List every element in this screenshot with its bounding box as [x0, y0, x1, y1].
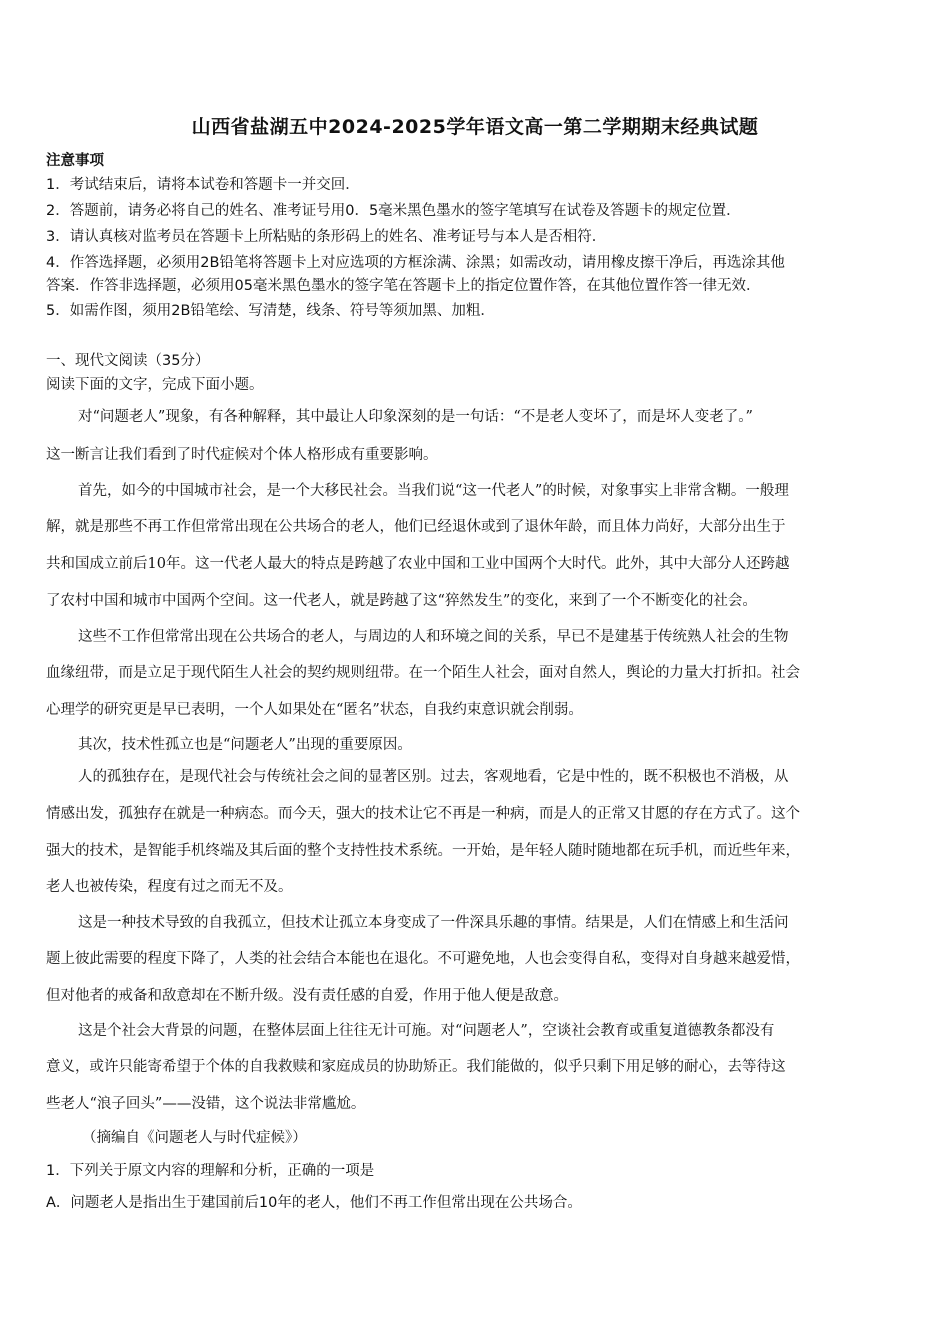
- question-stem: 1．下列关于原文内容的理解和分析，正确的一项是: [46, 1163, 375, 1179]
- passage-line: 意义，或许只能寄希望于个体的自我救赎和家庭成员的协助矫正。我们能做的，似乎只剩下用足够的耐心，去等待这: [46, 1059, 786, 1075]
- passage-line: 对“问题老人”现象，有各种解释，其中最让人印象深刻的是一句话：“不是老人变坏了，而是坏人变老了。”: [78, 409, 753, 425]
- notice-heading: 注意事项: [46, 153, 104, 169]
- notice-item: 5．如需作图，须用2B铅笔绘、写清楚，线条、符号等须加黑、加粗．: [46, 303, 495, 319]
- passage-line: 些老人“浪子回头”——没错，这个说法非常尴尬。: [46, 1096, 366, 1112]
- passage-source: （摘编自《问题老人与时代症候》）: [82, 1130, 307, 1146]
- passage-line: 其次，技术性孤立也是“问题老人”出现的重要原因。: [78, 737, 412, 753]
- notice-item: 答案．作答非选择题，必须用05毫米黑色墨水的签字笔在答题卡上的指定位置作答，在其他位置作答一律无效．: [46, 278, 761, 294]
- passage-line: 强大的技术，是智能手机终端及其后面的整个支持性技术系统。一开始，是年轻人随时随地都在玩手机，而近些年来，: [46, 843, 800, 859]
- passage-line: 解，就是那些不再工作但常常出现在公共场合的老人，他们已经退休或到了退休年龄，而且体力尚好，大部分出生于: [46, 519, 786, 535]
- section-heading: 一、现代文阅读（35分）: [46, 353, 210, 369]
- passage-line: 但对他者的戒备和敌意却在不断升级。没有责任感的自爱，作用于他人便是敌意。: [46, 988, 568, 1004]
- passage-line: 情感出发，孤独存在就是一种病态。而今天，强大的技术让它不再是一种病，而是人的正常又甘愿的存在方式了。这个: [46, 806, 800, 822]
- passage-line: 老人也被传染，程度有过之而无不及。: [46, 879, 293, 895]
- passage-line: 这一断言让我们看到了时代症候对个体人格形成有重要影响。: [46, 447, 438, 463]
- notice-item: 1．考试结束后，请将本试卷和答题卡一并交回．: [46, 177, 360, 193]
- passage-line: 这些不工作但常常出现在公共场合的老人，与周边的人和环境之间的关系，早已不是建基于传统熟人社会的生物: [78, 629, 789, 645]
- passage-line: 心理学的研究更是早已表明，一个人如果处在“匿名”状态，自我约束意识就会削弱。: [46, 702, 583, 718]
- page-title: 山西省盐湖五中2024-2025学年语文高一第二学期期末经典试题: [191, 116, 759, 138]
- section-instruction: 阅读下面的文字，完成下面小题。: [46, 377, 264, 393]
- passage-line: 血缘纽带，而是立足于现代陌生人社会的契约规则纽带。在一个陌生人社会，面对自然人，舆论的力量大打折扣。社会: [46, 665, 800, 681]
- passage-line: 人的孤独存在，是现代社会与传统社会之间的显著区别。过去，客观地看，它是中性的，既不积极也不消极，从: [78, 769, 789, 785]
- passage-line: 这是个社会大背景的问题，在整体层面上往往无计可施。对“问题老人”，空谈社会教育或重复道德教条都没有: [78, 1023, 775, 1039]
- passage-line: 共和国成立前后10年。这一代老人最大的特点是跨越了农业中国和工业中国两个大时代。此外，其中大部分人还跨越: [46, 556, 790, 572]
- passage-line: 题上彼此需要的程度下降了，人类的社会结合本能也在退化。不可避免地，人也会变得自私，变得对自身越来越爱惜，: [46, 951, 800, 967]
- notice-item: 4．作答选择题，必须用2B铅笔将答题卡上对应选项的方框涂满、涂黑；如需改动，请用橡皮擦干净后，再选涂其他: [46, 255, 785, 271]
- passage-line: 这是一种技术导致的自我孤立，但技术让孤立本身变成了一件深具乐趣的事情。结果是，人们在情感上和生活问: [78, 915, 789, 931]
- notice-item: 3．请认真核对监考员在答题卡上所粘贴的条形码上的姓名、准考证号与本人是否相符．: [46, 229, 607, 245]
- notice-item: 2．答题前，请务必将自己的姓名、准考证号用0．5毫米黑色墨水的签字笔填写在试卷及答题卡的规定位置．: [46, 203, 741, 219]
- passage-line: 首先，如今的中国城市社会，是一个大移民社会。当我们说“这一代老人”的时候，对象事实上非常含糊。一般理: [78, 483, 789, 499]
- question-option-a: A．问题老人是指出生于建国前后10年的老人，他们不再工作但常出现在公共场合。: [46, 1195, 582, 1211]
- passage-line: 了农村中国和城市中国两个空间。这一代老人，就是跨越了这“猝然发生”的变化，来到了一个不断变化的社会。: [46, 593, 757, 609]
